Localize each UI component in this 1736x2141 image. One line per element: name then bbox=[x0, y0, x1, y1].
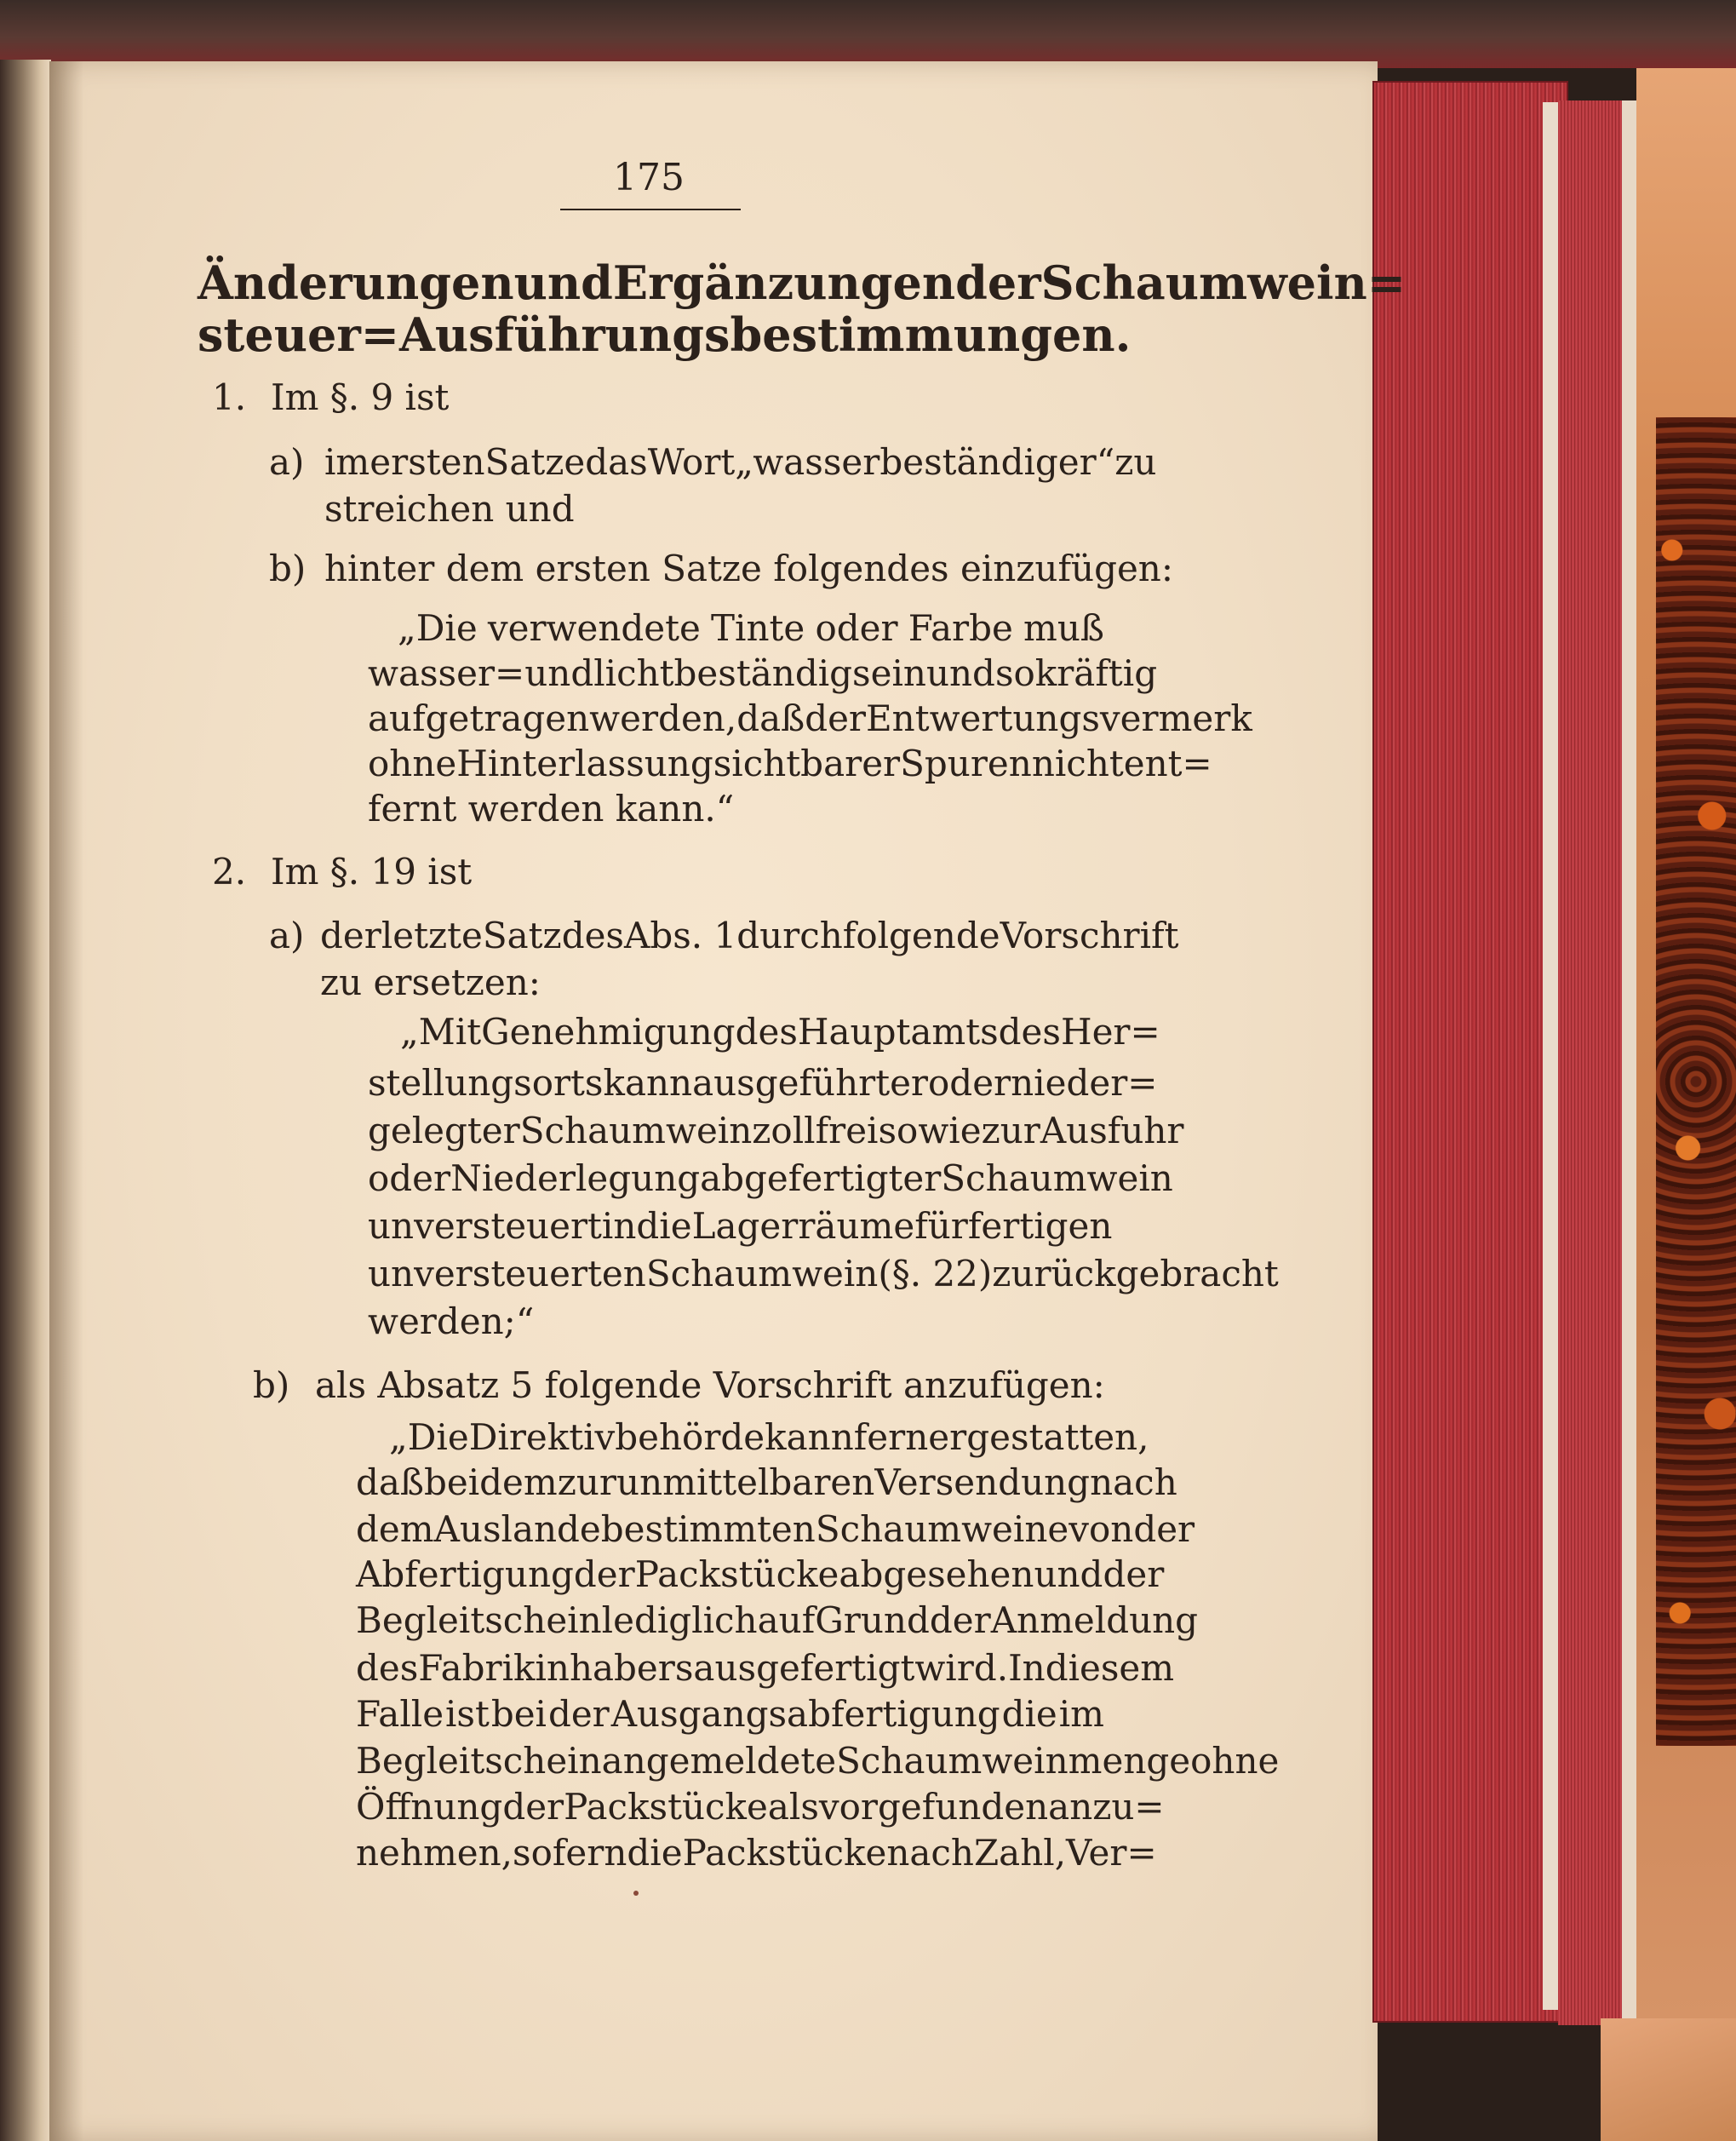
word: Ausgangsabfertigung bbox=[610, 1693, 1000, 1735]
item-2b-quote-line-5 bbox=[356, 1599, 1199, 1641]
word: Spuren bbox=[900, 743, 1032, 784]
item-2-quote-line-2 bbox=[368, 1062, 1158, 1104]
item-1a-label: a) bbox=[269, 441, 305, 483]
word: Fabrikinhabers bbox=[418, 1647, 694, 1689]
word: Abs. 1 bbox=[623, 915, 737, 956]
item-1-quote-line-2 bbox=[368, 652, 1158, 694]
word: letzte bbox=[381, 915, 483, 956]
word: oder bbox=[815, 607, 898, 649]
word: ist bbox=[445, 1693, 490, 1735]
word: lichtbeständig bbox=[593, 652, 853, 694]
word: gelegter bbox=[368, 1110, 520, 1151]
word: die bbox=[627, 1832, 683, 1874]
word: vorgefunden bbox=[818, 1786, 1049, 1828]
word: der bbox=[502, 1786, 564, 1828]
word: Packstücke bbox=[682, 1832, 887, 1874]
word: Begleitschein bbox=[356, 1599, 602, 1641]
item-2-quote-line-5 bbox=[368, 1205, 1113, 1247]
word: verwendete bbox=[487, 607, 701, 649]
word: kann bbox=[765, 1416, 854, 1458]
item-2b-quote-line-1 bbox=[389, 1416, 1149, 1458]
word: wasser= bbox=[368, 652, 525, 694]
word: Falle bbox=[356, 1693, 444, 1735]
item-2-quote-line-1 bbox=[400, 1011, 1160, 1053]
word: Satz bbox=[482, 915, 562, 956]
word: nicht bbox=[1031, 743, 1124, 784]
page-number: 175 bbox=[613, 156, 685, 199]
title-line-1 bbox=[198, 255, 1407, 310]
title-word: Ergänzungen bbox=[612, 255, 956, 310]
item-2b-line-1: als Absatz 5 folgende Vorschrift anzufügen: bbox=[315, 1364, 1105, 1406]
word: auf bbox=[757, 1599, 816, 1641]
word: Genehmigung bbox=[481, 1011, 736, 1053]
word: „Die bbox=[389, 1416, 469, 1458]
word: Entwertungsvermerk bbox=[866, 697, 1252, 739]
word: zur bbox=[557, 1461, 617, 1503]
item-2b-quote-line-4 bbox=[356, 1553, 1165, 1595]
word: der bbox=[547, 1693, 610, 1735]
item-2b-quote-line-9 bbox=[356, 1786, 1165, 1828]
item-1a-line-2: streichen und bbox=[324, 488, 575, 530]
leather-corner bbox=[1601, 2018, 1736, 2141]
word: Tinte bbox=[711, 607, 805, 649]
marbled-cover bbox=[1656, 417, 1736, 1746]
item-2b-label: b) bbox=[253, 1364, 290, 1406]
word: Abfertigung bbox=[356, 1553, 574, 1595]
word: sofern bbox=[513, 1832, 627, 1874]
word: Auslande bbox=[433, 1508, 601, 1550]
word: Farbe bbox=[908, 607, 1013, 649]
item-1a-line-1 bbox=[324, 441, 1157, 483]
word: oder bbox=[928, 1062, 1011, 1104]
word: für bbox=[914, 1205, 968, 1247]
word: sein bbox=[852, 652, 926, 694]
word: die bbox=[1001, 1693, 1057, 1735]
book-cover-top bbox=[0, 0, 1736, 68]
word: Satze bbox=[484, 441, 586, 483]
word: daß bbox=[356, 1461, 424, 1503]
item-1-number: 1. bbox=[212, 376, 247, 418]
word: Direktivbehörde bbox=[468, 1416, 765, 1458]
word: so bbox=[994, 652, 1035, 694]
word: im bbox=[1058, 1693, 1104, 1735]
word: als bbox=[767, 1786, 819, 1828]
item-2a-line-2: zu ersetzen: bbox=[320, 961, 541, 1003]
word: Öffnung bbox=[356, 1786, 503, 1828]
word: und bbox=[925, 652, 995, 694]
title-word: Schaumwein= bbox=[1040, 255, 1407, 310]
item-1-quote-line-1 bbox=[398, 607, 1104, 649]
word: ohne bbox=[1190, 1740, 1280, 1782]
item-2-lead: Im §. 19 ist bbox=[271, 851, 473, 893]
word: werden, bbox=[589, 697, 737, 739]
word: stellungsorts bbox=[368, 1062, 604, 1104]
word: Vorschrift bbox=[1000, 915, 1179, 956]
word: Schaumwein bbox=[645, 1253, 879, 1294]
word: der bbox=[320, 915, 381, 956]
word: zollfrei bbox=[752, 1110, 879, 1151]
word: in bbox=[601, 1205, 637, 1247]
word: gestatten, bbox=[966, 1416, 1149, 1458]
word: der bbox=[1133, 1508, 1195, 1550]
word: des bbox=[561, 915, 624, 956]
word: Packstücke bbox=[634, 1553, 839, 1595]
word: der bbox=[573, 1553, 635, 1595]
word: „Die bbox=[398, 607, 478, 649]
word: kann bbox=[603, 1062, 693, 1104]
item-2-quote-line-3 bbox=[368, 1110, 1184, 1151]
word: ausgefertigt bbox=[693, 1647, 915, 1689]
word: im bbox=[324, 441, 370, 483]
item-1-quote-line-4 bbox=[368, 743, 1212, 784]
word: ohne bbox=[368, 743, 457, 784]
word: „Mit bbox=[400, 1011, 482, 1053]
item-2b-quote-line-7 bbox=[356, 1693, 1104, 1735]
item-2b-quote-line-3 bbox=[356, 1508, 1195, 1550]
item-1-quote-line-3 bbox=[368, 697, 1252, 739]
word: bei bbox=[490, 1693, 547, 1735]
item-2-number: 2. bbox=[212, 851, 247, 893]
word: Schaumweine bbox=[815, 1508, 1069, 1550]
word: von bbox=[1069, 1508, 1134, 1550]
word: Zahl, bbox=[973, 1832, 1067, 1874]
word: nieder= bbox=[1011, 1062, 1158, 1104]
word: nach bbox=[886, 1832, 974, 1874]
item-2b-quote-line-6 bbox=[356, 1647, 1175, 1689]
word: lediglich bbox=[601, 1599, 758, 1641]
page-gutter bbox=[49, 61, 83, 2141]
item-2b-quote-line-10 bbox=[356, 1832, 1157, 1874]
word: Ver= bbox=[1066, 1832, 1157, 1874]
word: nehmen, bbox=[356, 1832, 513, 1874]
word: des bbox=[356, 1647, 419, 1689]
word: In bbox=[1008, 1647, 1046, 1689]
word: anzu= bbox=[1048, 1786, 1165, 1828]
word: unmittelbaren bbox=[616, 1461, 875, 1503]
word: Lagerräume bbox=[691, 1205, 915, 1247]
word: diesem bbox=[1045, 1647, 1175, 1689]
word: zurückgebracht bbox=[992, 1253, 1279, 1294]
word: Wort bbox=[647, 441, 736, 483]
word: der bbox=[1103, 1553, 1165, 1595]
word: angemeldete bbox=[601, 1740, 837, 1782]
word: kräftig bbox=[1034, 652, 1158, 694]
word: sowie bbox=[878, 1110, 982, 1151]
word: Anmeldung bbox=[990, 1599, 1199, 1641]
word: „wasserbeständiger“ bbox=[735, 441, 1115, 483]
word: ferner bbox=[853, 1416, 967, 1458]
word: nach bbox=[1090, 1461, 1177, 1503]
word: der bbox=[929, 1599, 991, 1641]
red-page-edges-back bbox=[1558, 100, 1626, 2025]
word: zu bbox=[1114, 441, 1157, 483]
item-2-quote-last: werden;“ bbox=[368, 1300, 535, 1342]
word: (§. 22) bbox=[878, 1253, 993, 1294]
word: des bbox=[998, 1011, 1061, 1053]
item-2b-quote-line-8 bbox=[356, 1740, 1280, 1782]
word: Niederlegung bbox=[450, 1157, 701, 1199]
word: bestimmten bbox=[600, 1508, 816, 1550]
item-2a-line-1 bbox=[320, 915, 1179, 956]
red-page-edges bbox=[1372, 81, 1568, 2023]
left-page-edge bbox=[0, 60, 51, 2141]
item-1-quote-last: fernt werden kann.“ bbox=[368, 788, 735, 829]
word: des bbox=[735, 1011, 798, 1053]
item-2a-label: a) bbox=[269, 915, 305, 956]
word: Packstücke bbox=[564, 1786, 768, 1828]
item-1b-line-1: hinter dem ersten Satze folgendes einzufügen: bbox=[324, 548, 1174, 589]
word: ausgeführter bbox=[692, 1062, 929, 1104]
word: und bbox=[524, 652, 594, 694]
word: abgesehen bbox=[839, 1553, 1034, 1595]
word: Schaumwein bbox=[519, 1110, 753, 1151]
word: Schaumwein bbox=[941, 1157, 1173, 1199]
item-1b-label: b) bbox=[269, 548, 307, 589]
item-1-lead: Im §. 9 ist bbox=[271, 376, 450, 418]
word: zur bbox=[981, 1110, 1040, 1151]
word: Hinterlassung bbox=[456, 743, 713, 784]
word: unversteuerten bbox=[368, 1253, 646, 1294]
word: sichtbarer bbox=[713, 743, 901, 784]
title-word: Änderungen bbox=[198, 255, 514, 310]
title-line-2: steuer=Ausführungsbestimmungen. bbox=[198, 307, 1132, 362]
word: der bbox=[805, 697, 867, 739]
item-2-quote-line-4 bbox=[368, 1157, 1173, 1199]
word: Hauptamts bbox=[797, 1011, 999, 1053]
header-rule bbox=[560, 209, 741, 210]
title-word: und bbox=[513, 255, 613, 310]
word: abgefertigter bbox=[700, 1157, 942, 1199]
word: Grund bbox=[815, 1599, 930, 1641]
word: dem bbox=[479, 1461, 558, 1503]
word: durch bbox=[736, 915, 843, 956]
word: bei bbox=[423, 1461, 480, 1503]
paper-spot bbox=[633, 1891, 639, 1896]
word: ent= bbox=[1123, 743, 1212, 784]
word: Versendung bbox=[874, 1461, 1091, 1503]
word: unversteuert bbox=[368, 1205, 602, 1247]
word: wird. bbox=[914, 1647, 1009, 1689]
word: ersten bbox=[370, 441, 485, 483]
word: Ausfuhr bbox=[1040, 1110, 1184, 1151]
word: und bbox=[1034, 1553, 1103, 1595]
word: Her= bbox=[1060, 1011, 1160, 1053]
word: Schaumweinmenge bbox=[836, 1740, 1191, 1782]
word: das bbox=[585, 441, 648, 483]
word: daß bbox=[736, 697, 805, 739]
word: die bbox=[636, 1205, 692, 1247]
word: muß bbox=[1023, 607, 1104, 649]
word: dem bbox=[356, 1508, 434, 1550]
item-2-quote-line-6 bbox=[368, 1253, 1279, 1294]
item-2b-quote-line-2 bbox=[356, 1461, 1177, 1503]
word: oder bbox=[368, 1157, 451, 1199]
word: folgende bbox=[842, 915, 1000, 956]
title-word: der bbox=[955, 255, 1041, 310]
word: Begleitschein bbox=[356, 1740, 602, 1782]
word: fertigen bbox=[967, 1205, 1113, 1247]
word: aufgetragen bbox=[368, 697, 590, 739]
